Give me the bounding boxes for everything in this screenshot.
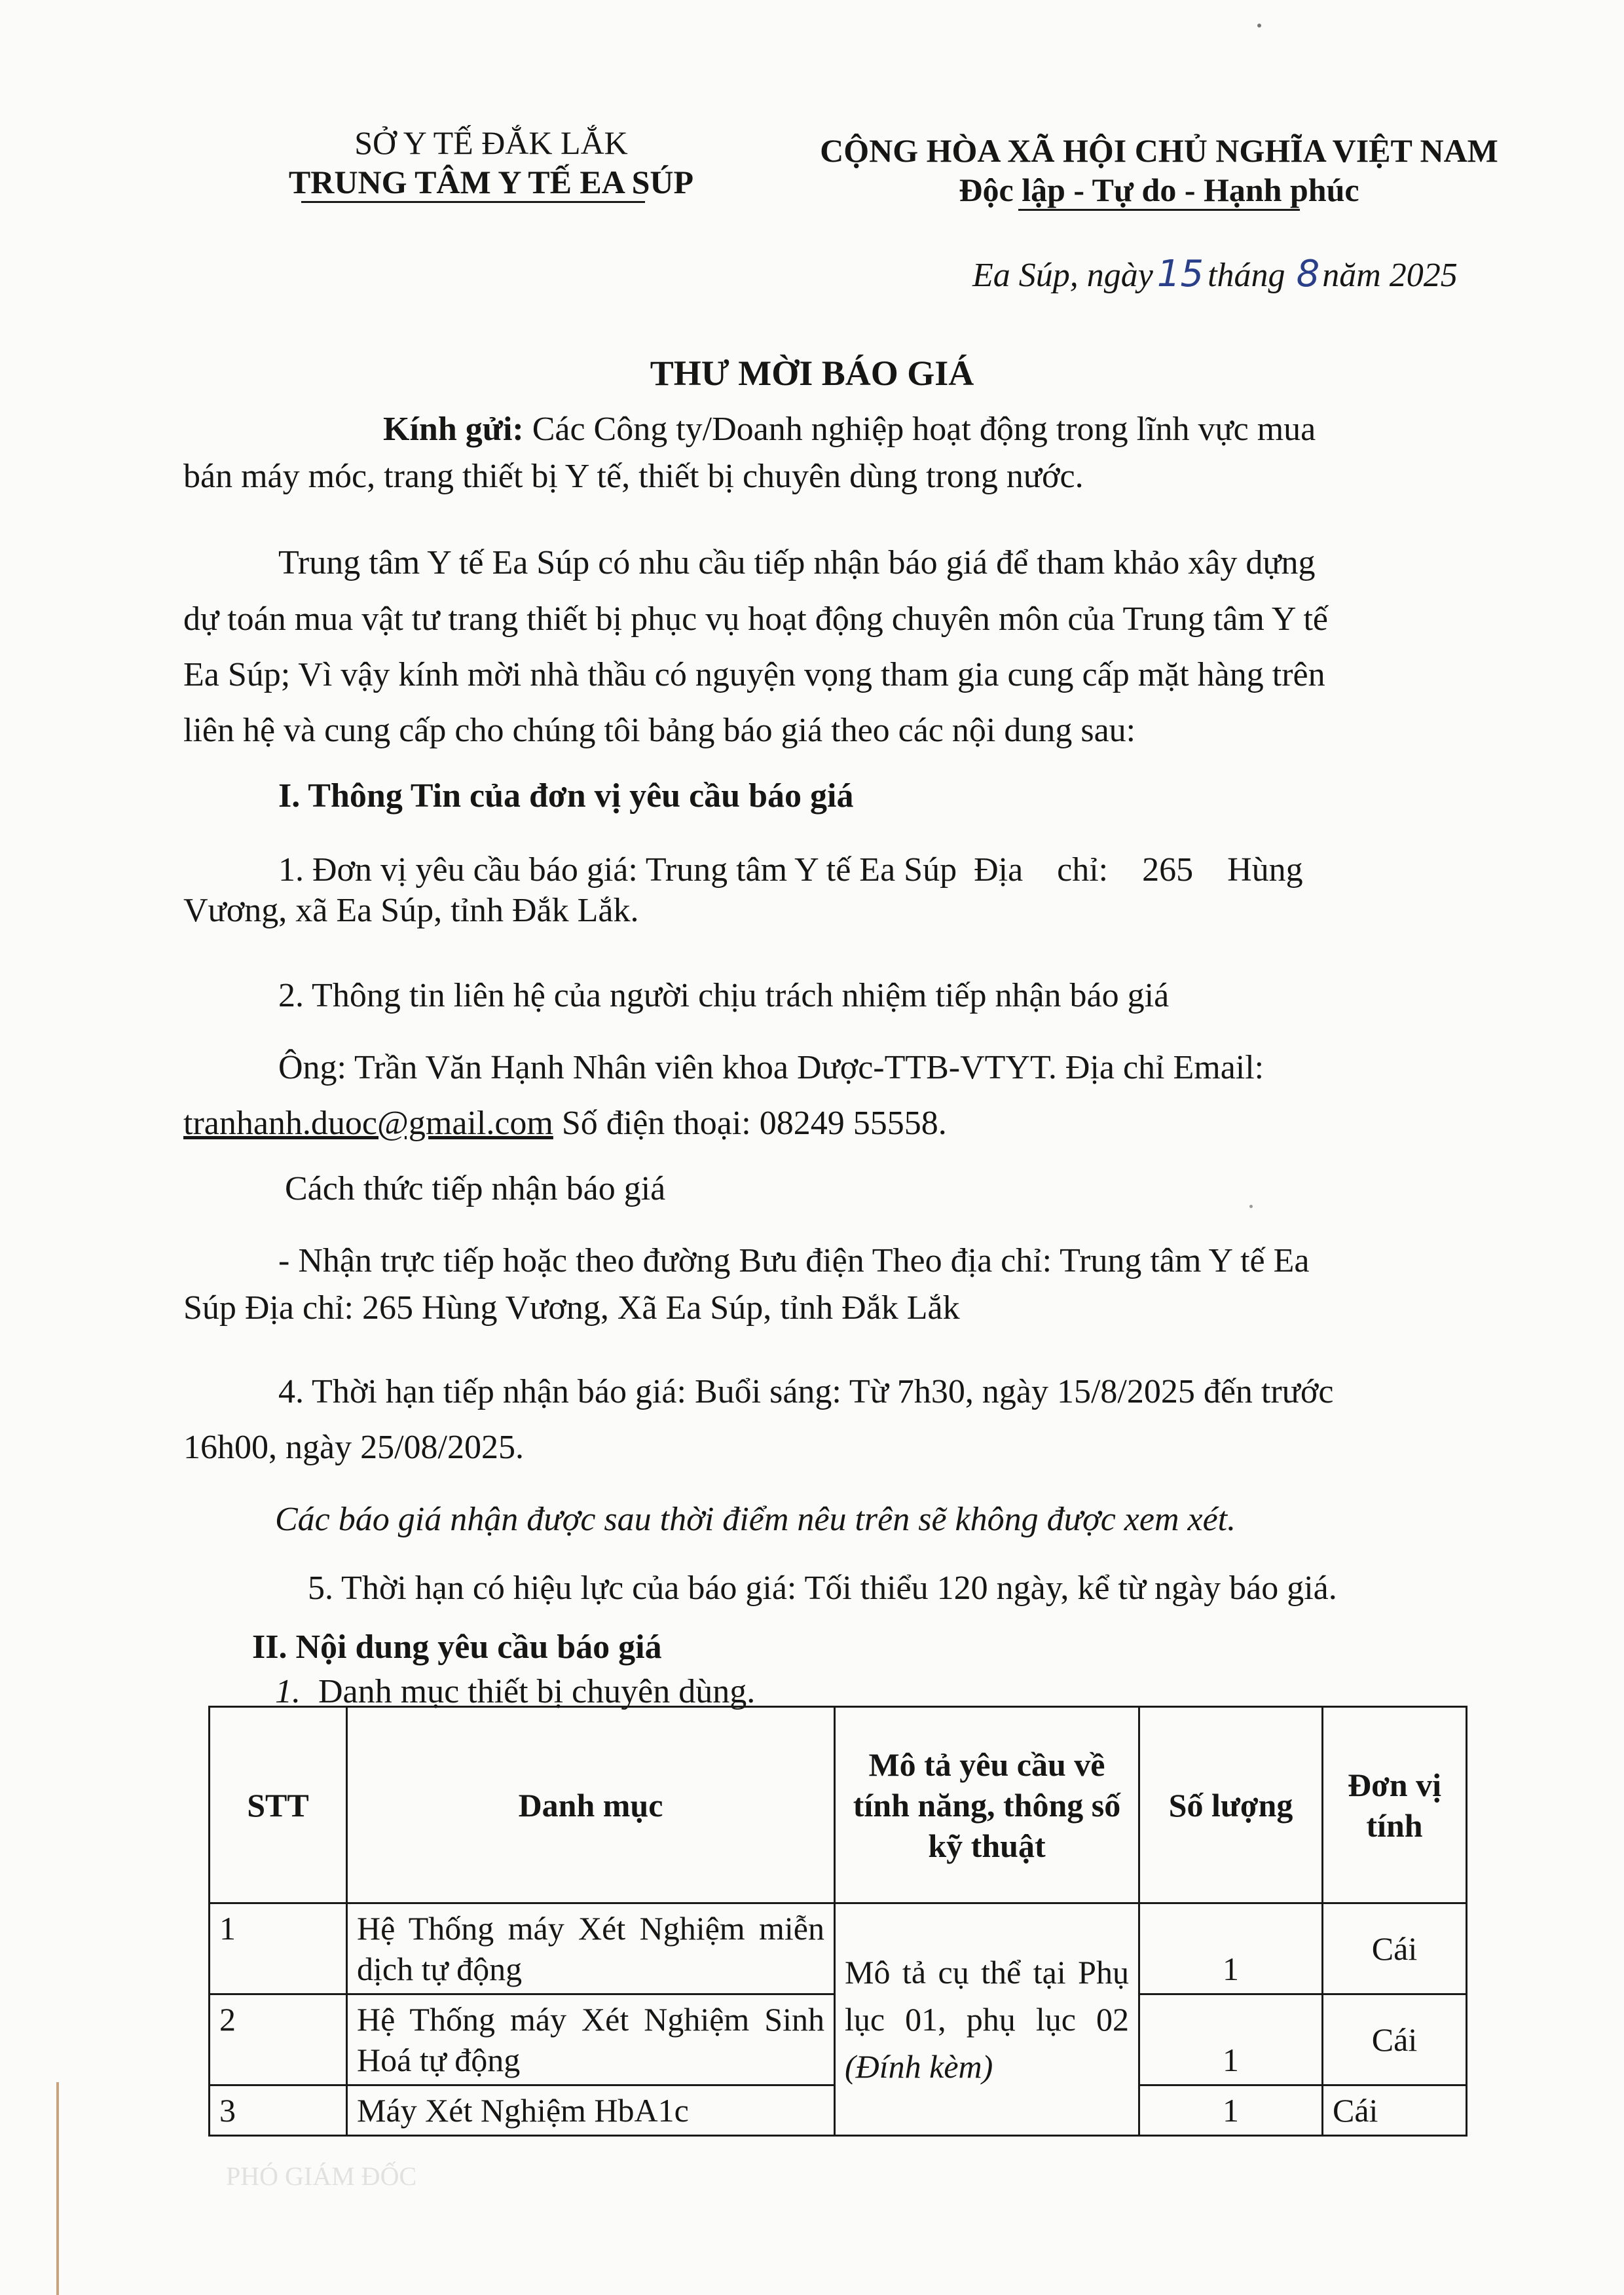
deadline-line2: 16h00, ngày 25/08/2025.: [183, 1429, 524, 1466]
salutation-label: Kính gửi:: [383, 411, 524, 448]
section2-heading: II. Nội dung yêu cầu báo giá: [252, 1628, 662, 1666]
table-header-row: [210, 1707, 1467, 1903]
salutation-recipients: Các Công ty/Doanh nghiệp hoạt động trong lĩnh vực mua: [532, 411, 1316, 448]
section1-item2: 2. Thông tin liên hệ của người chịu trách nhiệm tiếp nhận báo giá: [278, 977, 1170, 1014]
receive-line2: Súp Địa chỉ: 265 Hùng Vương, Xã Ea Súp, tỉnh Đắk Lắk: [183, 1289, 960, 1327]
intro-line2: dự toán mua vật tư trang thiết bị phục vụ hoạt động chuyên môn của Trung tâm Y tế: [183, 600, 1328, 638]
deadline-line1: 4. Thời hạn tiếp nhận báo giá: Buổi sáng: Từ 7h30, ngày 15/8/2025 đến trước: [278, 1373, 1334, 1410]
organization-name: TRUNG TÂM Y TẾ EA SÚP: [288, 164, 694, 200]
row-stt: 2: [210, 1994, 347, 2085]
desc-main: Mô tả cụ thể tại Phụ lục 01, phụ lục 02: [845, 1954, 1129, 2038]
validity-period: 5. Thời hạn có hiệu lực của báo giá: Tối thiểu 120 ngày, kể từ ngày báo giá.: [308, 1570, 1337, 1607]
row-stt: 3: [210, 2085, 347, 2136]
salutation-line1: [383, 406, 1316, 453]
header-right: [812, 131, 1506, 210]
date-year: năm 2025: [1322, 257, 1458, 294]
salutation-line2: bán máy móc, trang thiết bị Y tế, thiết bị chuyên dùng trong nước.: [183, 458, 1084, 495]
section1-item1-line2: Vương, xã Ea Súp, tỉnh Đắk Lắk.: [183, 892, 639, 929]
date-line: [972, 251, 1458, 299]
row-unit: Cái: [1323, 2085, 1467, 2136]
org-underline: [301, 201, 645, 203]
document-title: THƯ MỜI BÁO GIÁ: [650, 354, 974, 393]
row-name: Hệ Thống máy Xét Nghiệm Sinh Hoá tự động: [347, 1994, 835, 2085]
contact-email-link[interactable]: tranhanh.duoc@gmail.com: [183, 1105, 553, 1142]
date-month: 8: [1296, 253, 1320, 295]
col-header-qty: Số lượng: [1139, 1707, 1323, 1903]
section2-sub-number: 1.: [275, 1673, 301, 1710]
date-prefix: Ea Súp, ngày: [972, 257, 1153, 294]
row-qty: 1: [1139, 1994, 1323, 2085]
row-unit: Cái: [1323, 1903, 1467, 1994]
row-qty: 1: [1139, 1903, 1323, 1994]
contact-phone: Số điện thoại: 08249 55558.: [553, 1105, 947, 1142]
scan-dot: [1249, 1205, 1253, 1208]
table-row: [210, 1903, 1467, 1994]
desc-attached: (Đính kèm): [845, 2048, 993, 2085]
row-name: Hệ Thống máy Xét Nghiệm miễn dịch tự động: [347, 1903, 835, 1994]
section1-item1-line1: 1. Đơn vị yêu cầu báo giá: Trung tâm Y tế Ea Súp Địa chỉ: 265 Hùng: [278, 851, 1303, 889]
row-stt: 1: [210, 1903, 347, 1994]
row-qty: 1: [1139, 2085, 1323, 2136]
intro-line3: Ea Súp; Vì vậy kính mời nhà thầu có nguyện vọng tham gia cung cấp mặt hàng trên: [183, 656, 1325, 693]
section1-heading: I. Thông Tin của đơn vị yêu cầu báo giá: [278, 777, 854, 815]
header-left: [255, 123, 727, 202]
national-title: CỘNG HÒA XÃ HỘI CHỦ NGHĨA VIỆT NAM: [820, 132, 1498, 169]
receive-line1: - Nhận trực tiếp hoặc theo đường Bưu điện Theo địa chỉ: Trung tâm Y tế Ea: [278, 1242, 1310, 1279]
department-name: SỞ Y TẾ ĐẮK LẮK: [354, 124, 628, 161]
late-quote-note: Các báo giá nhận được sau thời điểm nêu trên sẽ không được xem xét.: [275, 1501, 1236, 1538]
intro-line1: Trung tâm Y tế Ea Súp có nhu cầu tiếp nhận báo giá để tham khảo xây dựng: [278, 544, 1316, 581]
section2-sub-text: Danh mục thiết bị chuyên dùng.: [318, 1673, 756, 1710]
row-name: Máy Xét Nghiệm HbA1c: [347, 2085, 835, 2136]
date-day: 15: [1156, 253, 1204, 295]
national-motto: Độc lập - Tự do - Hạnh phúc: [959, 172, 1359, 208]
equipment-table: [208, 1706, 1467, 2137]
col-header-stt: STT: [210, 1707, 347, 1903]
contact-line2: [183, 1100, 947, 1147]
intro-line4: liên hệ và cung cấp cho chúng tôi bảng báo giá theo các nội dung sau:: [183, 712, 1136, 749]
receive-method: Cách thức tiếp nhận báo giá: [285, 1170, 666, 1207]
row-unit: Cái: [1323, 1994, 1467, 2085]
contact-line1: Ông: Trần Văn Hạnh Nhân viên khoa Dược-TTB-VTYT. Địa chỉ Email:: [278, 1049, 1264, 1086]
row-desc-merged: [835, 1903, 1139, 2136]
col-header-name: Danh mục: [347, 1707, 835, 1903]
col-header-unit: Đơn vị tính: [1323, 1707, 1467, 1903]
scan-dot: [1257, 24, 1261, 28]
scan-edge-mark: [56, 2082, 59, 2295]
date-month-label: tháng: [1208, 257, 1285, 294]
bleed-through-text: PHÓ GIÁM ĐỐC: [226, 2161, 417, 2191]
motto-underline: [1018, 209, 1300, 211]
col-header-desc: Mô tả yêu cầu về tính năng, thông số kỹ thuật: [835, 1707, 1139, 1903]
